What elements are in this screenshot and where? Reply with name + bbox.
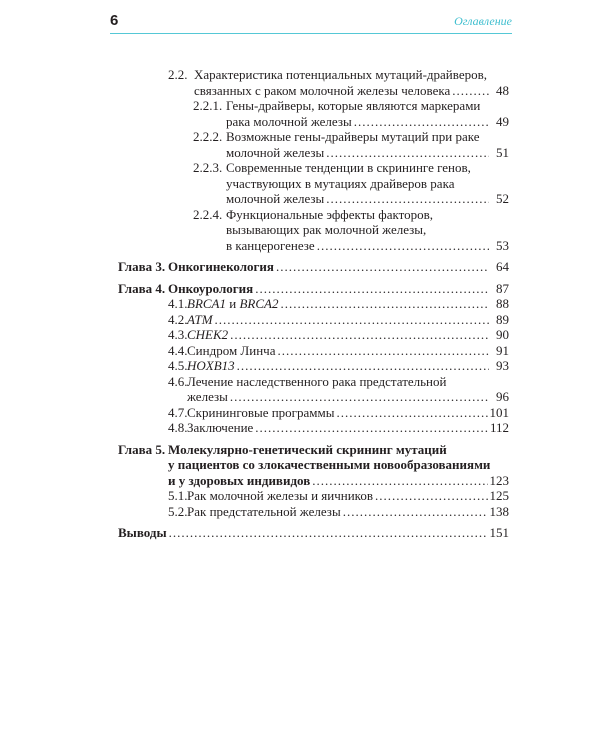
toc-entry-title: молочной железы — [226, 191, 325, 206]
toc-entry-title: Заключение — [187, 420, 254, 435]
toc-page-number: 125 — [489, 488, 509, 503]
toc-entry[interactable] — [118, 312, 509, 328]
toc-page-number: 49 — [496, 113, 509, 129]
toc-entry-title: Характеристика потенциальных мутаций-драйверов, — [194, 67, 487, 82]
toc-entry-title: Функциональные эффекты факторов, — [226, 206, 434, 222]
toc-entry-number: 2.2. — [168, 67, 188, 82]
dot-leader — [452, 83, 489, 99]
toc-page-number: 90 — [496, 327, 509, 342]
dot-leader — [317, 238, 489, 254]
toc-entry-title: в канцерогенезе — [226, 237, 315, 253]
dot-leader — [326, 191, 489, 207]
toc-page-number: 123 — [489, 472, 509, 488]
dot-leader — [326, 145, 489, 161]
toc-entry[interactable] — [118, 525, 509, 541]
dot-leader — [276, 259, 489, 275]
toc-page-number: 91 — [496, 342, 509, 358]
toc-entry-title: Возможные гены-драйверы мутаций при раке — [226, 129, 480, 144]
toc-entry-number: 4.8. — [168, 420, 188, 435]
toc-entry[interactable] — [118, 420, 509, 436]
toc-entry-title: BRCA1 и BRCA2 — [187, 296, 279, 311]
toc-entry[interactable] — [118, 281, 509, 297]
toc-entry-title: и у здоровых индивидов — [168, 472, 311, 488]
toc-entry[interactable] — [118, 129, 509, 160]
toc-entry-title: CHEK2 — [187, 327, 229, 342]
toc-entry-number: 4.4. — [168, 342, 188, 358]
toc-page-number: 96 — [496, 389, 509, 404]
toc-entry-title: молочной железы — [226, 144, 325, 160]
toc-entry-title: связанных с раком молочной железы человека — [194, 82, 451, 98]
toc-entry[interactable] — [118, 98, 509, 129]
toc-entry[interactable] — [118, 358, 509, 374]
toc-entry-title: рака молочной железы — [226, 113, 352, 129]
toc-entry[interactable] — [118, 296, 509, 312]
toc-entry-number: 4.3. — [168, 327, 188, 342]
dot-leader — [375, 488, 488, 504]
dot-leader — [255, 281, 489, 297]
dot-leader — [255, 420, 488, 436]
toc-page-number: 48 — [496, 82, 509, 98]
toc-entry-number: 4.2. — [168, 311, 188, 327]
dot-leader — [230, 327, 489, 343]
page-number: 6 — [110, 12, 119, 29]
toc-entry-number: 2.2.2. — [193, 129, 223, 144]
toc-page-number: 93 — [496, 358, 509, 373]
dot-leader — [237, 358, 489, 374]
toc-entry[interactable] — [118, 405, 509, 421]
toc-entry[interactable] — [118, 442, 509, 489]
toc-entry-title: Современные тенденции в скрининге генов, — [226, 160, 471, 175]
toc-page-number: 89 — [496, 311, 509, 327]
toc-entry[interactable] — [118, 259, 509, 275]
header-rule — [110, 33, 512, 34]
toc-page-number: 101 — [489, 404, 509, 420]
toc-entry-number: Глава 5. — [118, 441, 166, 457]
toc-entry-number: Глава 3. — [118, 259, 166, 274]
toc-entry-title: HOXB13 — [187, 358, 235, 373]
toc-entry-title: участвующих в мутациях драйверов рака — [226, 175, 455, 191]
table-of-contents — [118, 67, 509, 541]
toc-entry-number: 5.2. — [168, 503, 188, 519]
toc-page-number: 112 — [489, 420, 509, 435]
toc-page-number: 88 — [496, 296, 509, 311]
dot-leader — [280, 296, 489, 312]
toc-entry-number: Глава 4. — [118, 280, 166, 296]
toc-entry[interactable] — [118, 207, 509, 254]
dot-leader — [277, 343, 489, 359]
toc-entry[interactable] — [118, 504, 509, 520]
toc-entry-title: Онкоурология — [168, 280, 254, 296]
toc-entry-title: ATM — [187, 311, 213, 327]
toc-entry-number: 5.1. — [168, 488, 188, 503]
toc-entry-title: вызывающих рак молочной железы, — [226, 222, 427, 237]
toc-entry[interactable] — [118, 374, 509, 405]
dot-leader — [343, 504, 488, 520]
toc-entry-title: Скрининговые программы — [187, 404, 335, 420]
dot-leader — [354, 114, 489, 130]
toc-page-number: 151 — [489, 525, 509, 540]
toc-entry[interactable] — [118, 488, 509, 504]
toc-entry[interactable] — [118, 67, 509, 98]
running-title: Оглавление — [454, 14, 512, 28]
toc-page-number: 51 — [496, 144, 509, 160]
toc-entry-number: 4.1. — [168, 296, 188, 311]
toc-entry-number: 2.2.4. — [193, 206, 223, 222]
toc-page-number: 138 — [489, 503, 509, 519]
toc-entry-title: Рак молочной железы и яичников — [187, 488, 373, 503]
toc-entry-title: железы — [187, 389, 228, 404]
toc-entry-title: Выводы — [118, 525, 167, 540]
toc-entry[interactable] — [118, 343, 509, 359]
dot-leader — [336, 405, 487, 421]
toc-page-number: 64 — [496, 259, 509, 274]
toc-entry-title: Гены-драйверы, которые являются маркерами — [226, 98, 481, 113]
toc-entry-title: Лечение наследственного рака предстательной — [187, 373, 447, 389]
toc-entry-title: Синдром Линча — [187, 342, 276, 358]
toc-entry-number: 4.6. — [168, 373, 188, 389]
toc-entry-title: Рак предстательной железы — [187, 503, 341, 519]
toc-page-number: 53 — [496, 237, 509, 253]
toc-entry[interactable] — [118, 160, 509, 207]
dot-leader — [169, 525, 488, 541]
dot-leader — [230, 389, 489, 405]
toc-entry-number: 4.7. — [168, 404, 188, 420]
toc-entry-title: у пациентов со злокачественными новообразованиями — [168, 457, 491, 472]
toc-entry-number: 2.2.3. — [193, 160, 223, 175]
toc-page-number: 52 — [496, 191, 509, 206]
toc-entry[interactable] — [118, 327, 509, 343]
dot-leader — [312, 473, 487, 489]
toc-page-number: 87 — [496, 280, 509, 296]
toc-entry-title: Молекулярно-генетический скрининг мутаций — [168, 441, 447, 457]
dot-leader — [215, 312, 489, 328]
toc-entry-number: 2.2.1. — [193, 98, 223, 113]
toc-entry-title: Онкогинекология — [168, 259, 274, 274]
toc-entry-number: 4.5. — [168, 358, 188, 373]
